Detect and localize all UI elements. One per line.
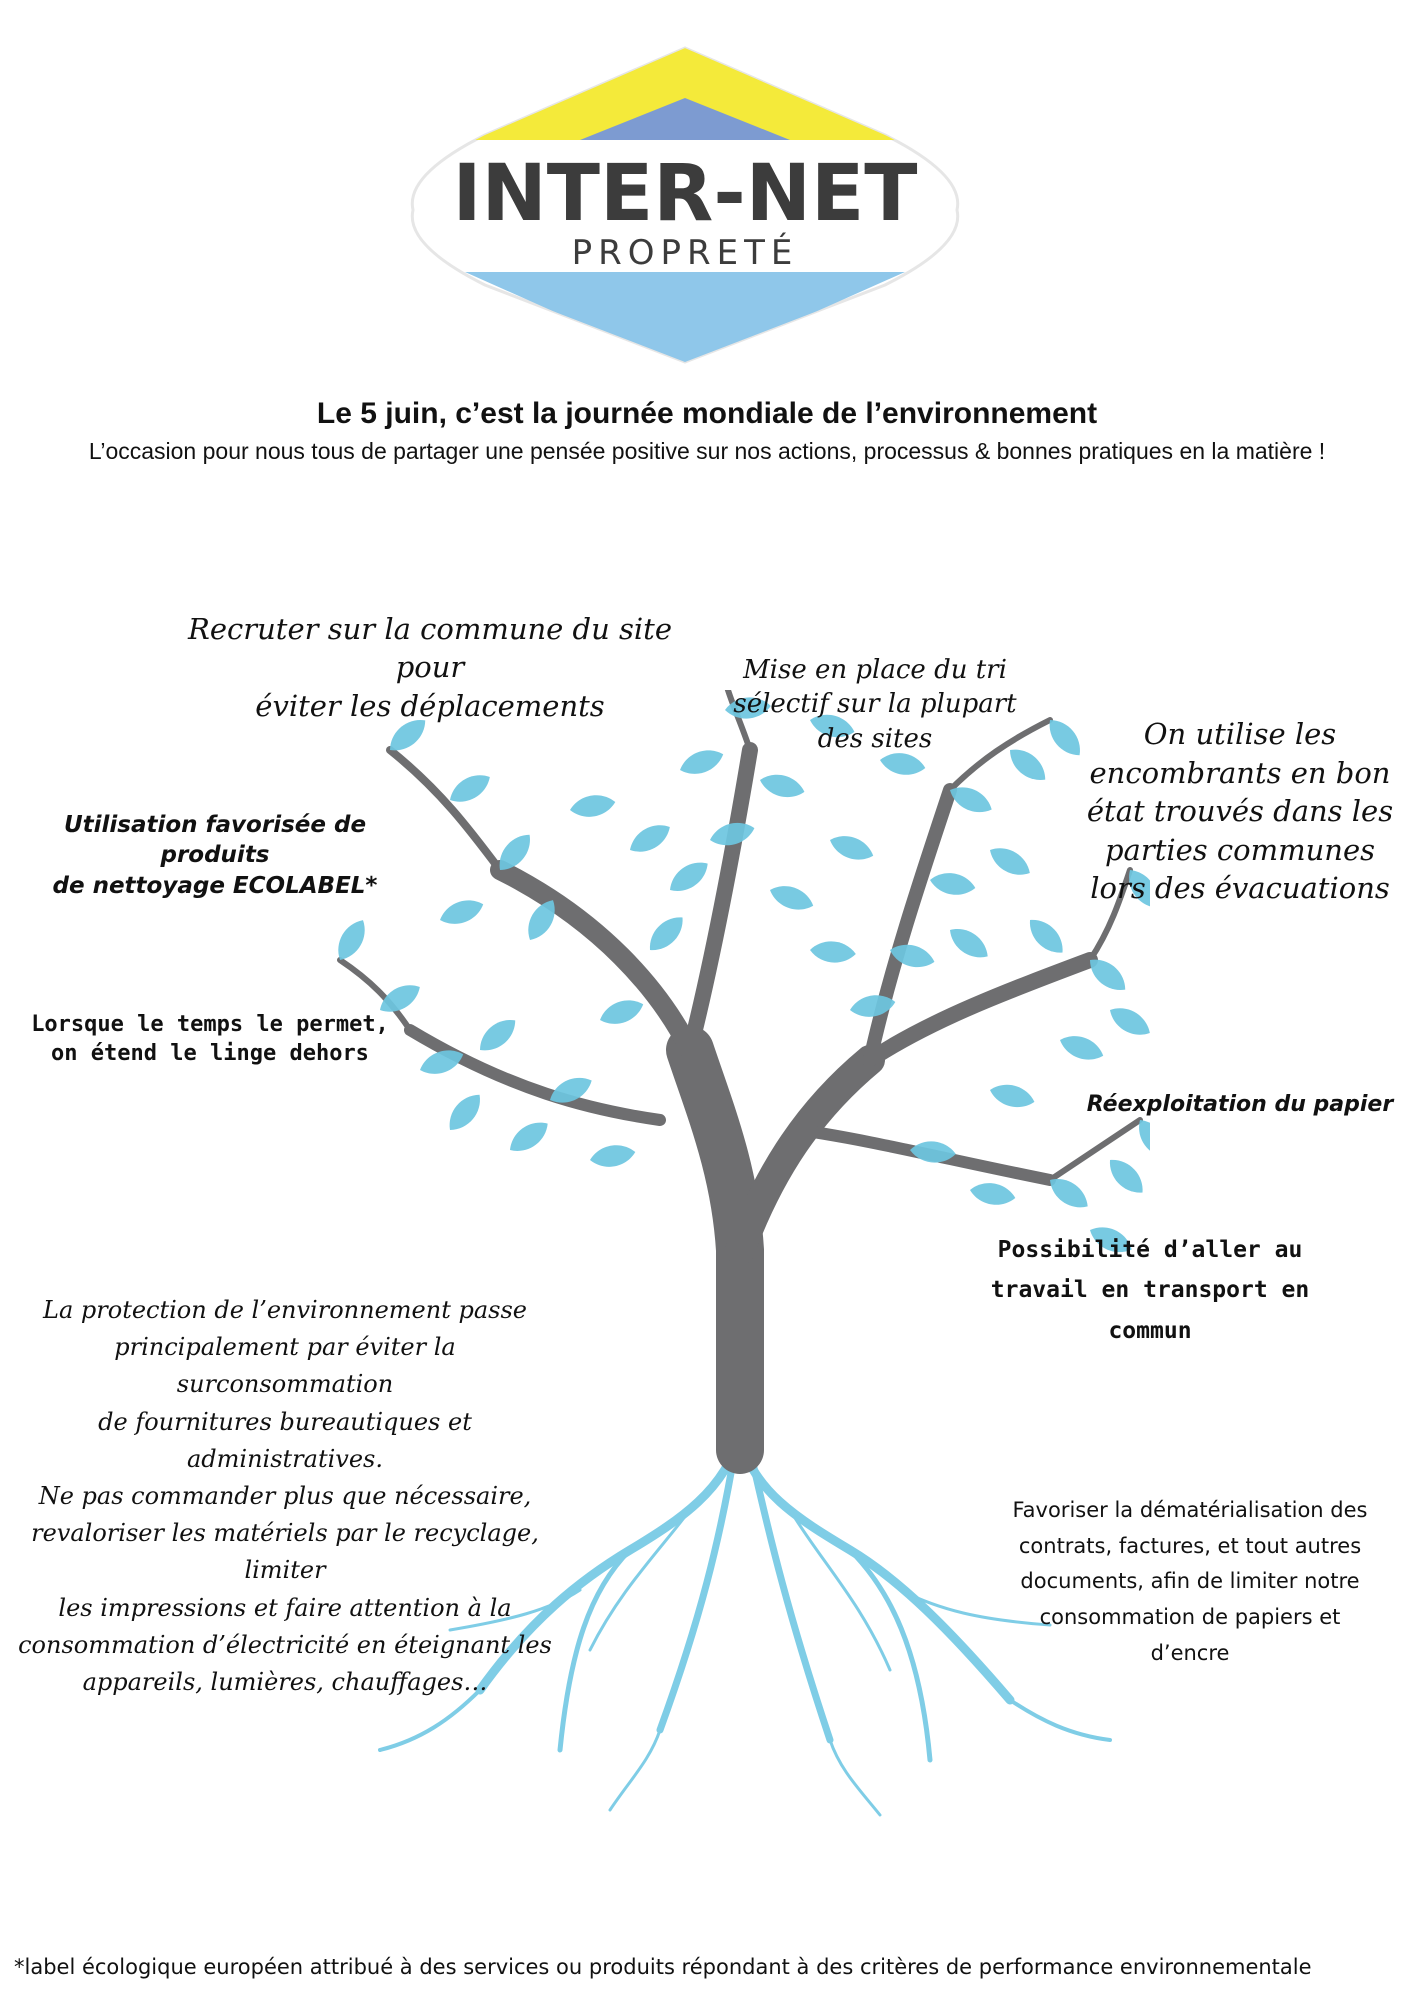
- leaf: [1105, 1001, 1150, 1042]
- leaf: [944, 921, 994, 965]
- leaf: [445, 768, 495, 809]
- note-line: des sites: [817, 723, 933, 754]
- note-line: on étend le linge dehors: [51, 1041, 369, 1067]
- note-line: les impressions et faire attention à la: [58, 1593, 512, 1622]
- note-line: Possibilité d’aller au: [997, 1237, 1303, 1263]
- note-line: consommation d’électricité en éteignant les: [18, 1630, 552, 1659]
- note-line: lors des évacuations: [1090, 871, 1390, 906]
- leaf: [596, 994, 646, 1029]
- note-line: parties communes: [1104, 832, 1375, 867]
- note-line: Mise en place du tri: [743, 655, 1007, 685]
- note-line: de nettoyage ECOLABEL*: [52, 872, 378, 899]
- leaf: [1103, 1153, 1150, 1200]
- leaf: [643, 910, 690, 957]
- page-title: Le 5 juin, c’est la journée mondiale de l’environnement: [316, 397, 1098, 430]
- note-ecolabel-products: [20, 810, 410, 901]
- note-line: revaloriser les matériels par le recyclage, limiter: [31, 1519, 539, 1585]
- note-line: principalement par éviter la surconsommation: [114, 1333, 456, 1399]
- leaf: [664, 855, 714, 899]
- note-line: documents, afin de limiter notre: [1020, 1569, 1360, 1594]
- note-public-transport: [960, 1230, 1340, 1351]
- note-paper-reuse: Réexploitation du papier: [1086, 1092, 1394, 1117]
- leaf: [588, 1142, 637, 1171]
- leaf: [987, 1080, 1037, 1112]
- note-selective-sorting: [720, 653, 1030, 756]
- leaf: [826, 830, 876, 865]
- leaf: [1056, 1030, 1106, 1065]
- note-line: commun: [1108, 1317, 1192, 1344]
- leaf: [985, 841, 1035, 882]
- leaf: [473, 1012, 522, 1058]
- note-bulky-items: [1075, 715, 1405, 908]
- note-line: encombrants en bon: [1089, 755, 1391, 790]
- note-line: Favoriser la dématérialisation des: [1012, 1498, 1368, 1522]
- leaf: [504, 1115, 554, 1159]
- note-line: Lorsque le temps le permet,: [31, 1012, 389, 1037]
- note-line: éviter les déplacements: [255, 688, 605, 723]
- leaf: [928, 870, 977, 899]
- logo-blue-band: [465, 272, 905, 370]
- leaf: [442, 1088, 488, 1137]
- note-line: consommation de papiers et: [1039, 1605, 1341, 1630]
- note-laundry-outside: [20, 1010, 400, 1068]
- note-line: Ne pas commander plus que nécessaire,: [38, 1481, 532, 1510]
- note-line: état trouvés dans les: [1086, 794, 1394, 829]
- leaf: [766, 880, 816, 915]
- leaf: [809, 940, 857, 965]
- note-dematerialisation: [990, 1493, 1390, 1671]
- note-recruit-local: [150, 610, 710, 725]
- logo-title: INTER-NET: [452, 149, 918, 239]
- note-line: travail en transport en: [990, 1277, 1310, 1304]
- footnote: *label écologique européen attribué à des services ou produits répondant à des critères de performance environnementale: [14, 1955, 1312, 1979]
- leaf: [625, 818, 675, 859]
- company-logo: [405, 40, 965, 370]
- page-subtitle: L’occasion pour nous tous de partager une pensée positive sur nos actions, processus & bonnes pratiques en la matière !: [88, 438, 1326, 464]
- note-line: sélectif sur la plupart: [733, 689, 1017, 720]
- note-line: La protection de l’environnement passe: [43, 1296, 527, 1324]
- leaf: [436, 894, 486, 929]
- note-line: Recruter sur la commune du site pour: [188, 612, 672, 685]
- note-line: d’encre: [1150, 1640, 1230, 1665]
- note-line: de fournitures bureautiques et administratives.: [98, 1407, 472, 1473]
- note-line: contrats, factures, et tout autres: [1018, 1533, 1362, 1558]
- leaf: [331, 915, 372, 965]
- leaf: [568, 792, 617, 821]
- note-line: Utilisation favorisée de produits: [63, 812, 367, 869]
- leaf: [968, 1180, 1017, 1209]
- note-environment-protection: [10, 1292, 560, 1701]
- note-line: appareils, lumières, chauffages…: [82, 1667, 488, 1696]
- leaf: [1023, 913, 1070, 960]
- leaf: [757, 770, 807, 802]
- logo-subtitle: PROPRETÉ: [571, 233, 799, 273]
- note-line: On utilise les: [1143, 717, 1337, 751]
